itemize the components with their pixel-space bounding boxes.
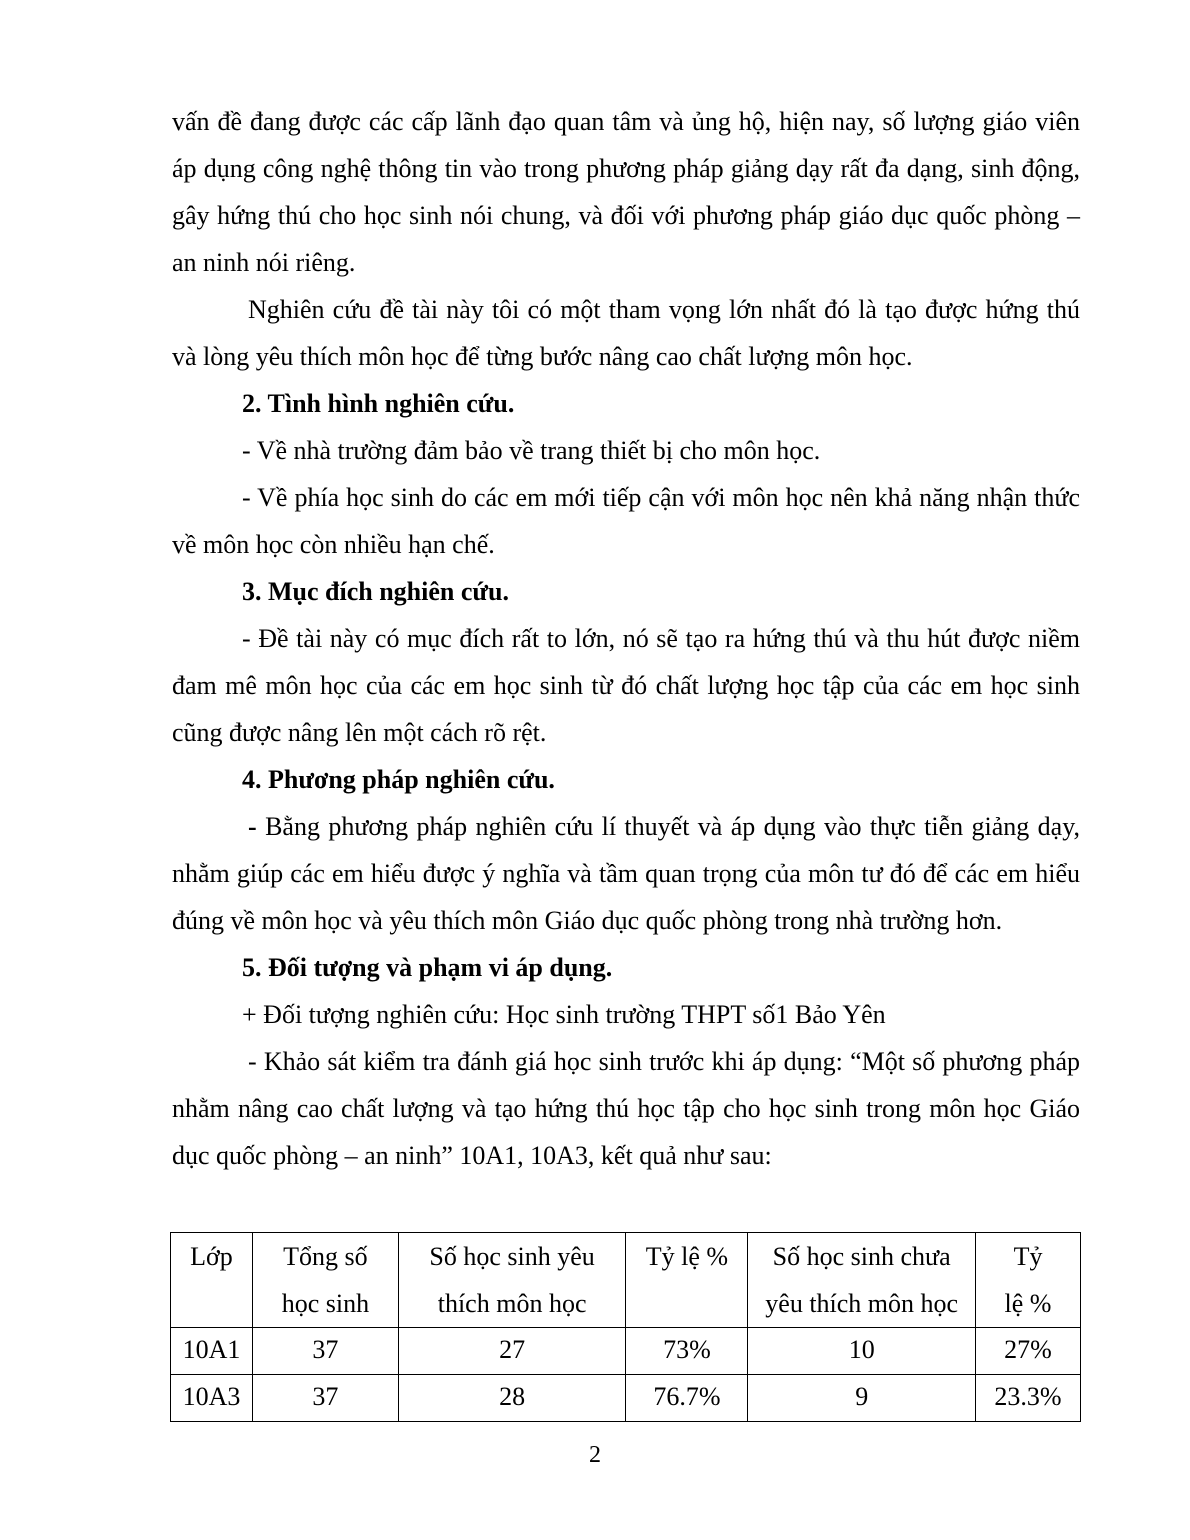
section-5-item-1: + Đối tượng nghiên cứu: Học sinh trường THPT số1 Bảo Yên [242, 1000, 886, 1029]
cell-not-like: 9 [748, 1375, 976, 1422]
cell-not-like: 10 [748, 1328, 976, 1375]
cell-like-rate: 76.7% [626, 1375, 748, 1422]
section-4-dash: - [248, 812, 257, 841]
cell-like-rate: 73% [626, 1328, 748, 1375]
heading-section-3: 3. Mục đích nghiên cứu. [242, 577, 509, 606]
heading-section-2: 2. Tình hình nghiên cứu. [242, 389, 515, 418]
paragraph-aim: Nghiên cứu đề tài này tôi có một tham vọng lớn nhất đó là tạo được hứng thú và lòng yêu thích môn học để từng bước nâng cao chất lượng môn học. [172, 295, 1080, 371]
section-2-item-1: - Về nhà trường đảm bảo về trang thiết bị cho môn học. [242, 436, 821, 465]
header-class: Lớp [171, 1233, 253, 1328]
paragraph-intro: vấn đề đang được các cấp lãnh đạo quan tâm và ủng hộ, hiện nay, số lượng giáo viên áp dụng công nghệ thông tin vào trong phương pháp giảng dạy rất đa dạng, sinh động, gây hứng thú cho học sinh nói chung, và đối với phương pháp giáo dục quốc phòng – an ninh nói riêng. [172, 107, 1080, 277]
section-3-item-1: - Đề tài này có mục đích rất to lớn, nó sẽ tạo ra hứng thú và thu hút được niềm đam mê môn học của các em học sinh từ đó chất lượng học tập của các em học sinh cũng được nâng lên một cách rõ rệt. [172, 624, 1080, 747]
header-total-students: Tổng số học sinh [252, 1233, 398, 1328]
section-2-item-2: - Về phía học sinh do các em mới tiếp cận với môn học nên khả năng nhận thức về môn học còn nhiều hạn chế. [172, 483, 1080, 559]
section-4-item-1-text: Bằng phương pháp nghiên cứu lí thuyết và áp dụng vào thực tiễn giảng dạy, nhằm giúp các em hiểu được ý nghĩa và tầm quan trọng của môn tư đó để các em hiểu đúng về môn học và yêu thích môn Giáo dục quốc phòng trong nhà trường hơn. [172, 812, 1081, 935]
section-4-item-1 [172, 803, 1080, 944]
table-row [171, 1375, 1081, 1422]
header-like-rate: Tỷ lệ % [626, 1233, 748, 1328]
header-students-like: Số học sinh yêu thích môn học [398, 1233, 626, 1328]
table-header-row [171, 1233, 1081, 1328]
cell-class: 10A1 [171, 1328, 253, 1375]
cell-not-like-rate: 27% [976, 1328, 1081, 1375]
heading-section-4: 4. Phương pháp nghiên cứu. [242, 765, 555, 794]
header-not-like-rate: Tỷ lệ % [976, 1233, 1081, 1328]
header-students-not-like: Số học sinh chưa yêu thích môn học [748, 1233, 976, 1328]
table-row [171, 1328, 1081, 1375]
cell-class: 10A3 [171, 1375, 253, 1422]
page-number: 2 [589, 1442, 601, 1468]
cell-total: 37 [252, 1328, 398, 1375]
survey-results-table [170, 1232, 1081, 1422]
section-5-item-2: - Khảo sát kiểm tra đánh giá học sinh trước khi áp dụng: “Một số phương pháp nhằm nâng cao chất lượng và tạo hứng thú học tập cho học sinh trong môn học Giáo dục quốc phòng – an ninh” 10A1, 10A3, kết quả như sau: [172, 1047, 1080, 1170]
cell-like: 28 [398, 1375, 626, 1422]
document-body [172, 98, 1080, 1179]
cell-like: 27 [398, 1328, 626, 1375]
cell-total: 37 [252, 1375, 398, 1422]
heading-section-5: 5. Đối tượng và phạm vi áp dụng. [242, 953, 613, 982]
cell-not-like-rate: 23.3% [976, 1375, 1081, 1422]
